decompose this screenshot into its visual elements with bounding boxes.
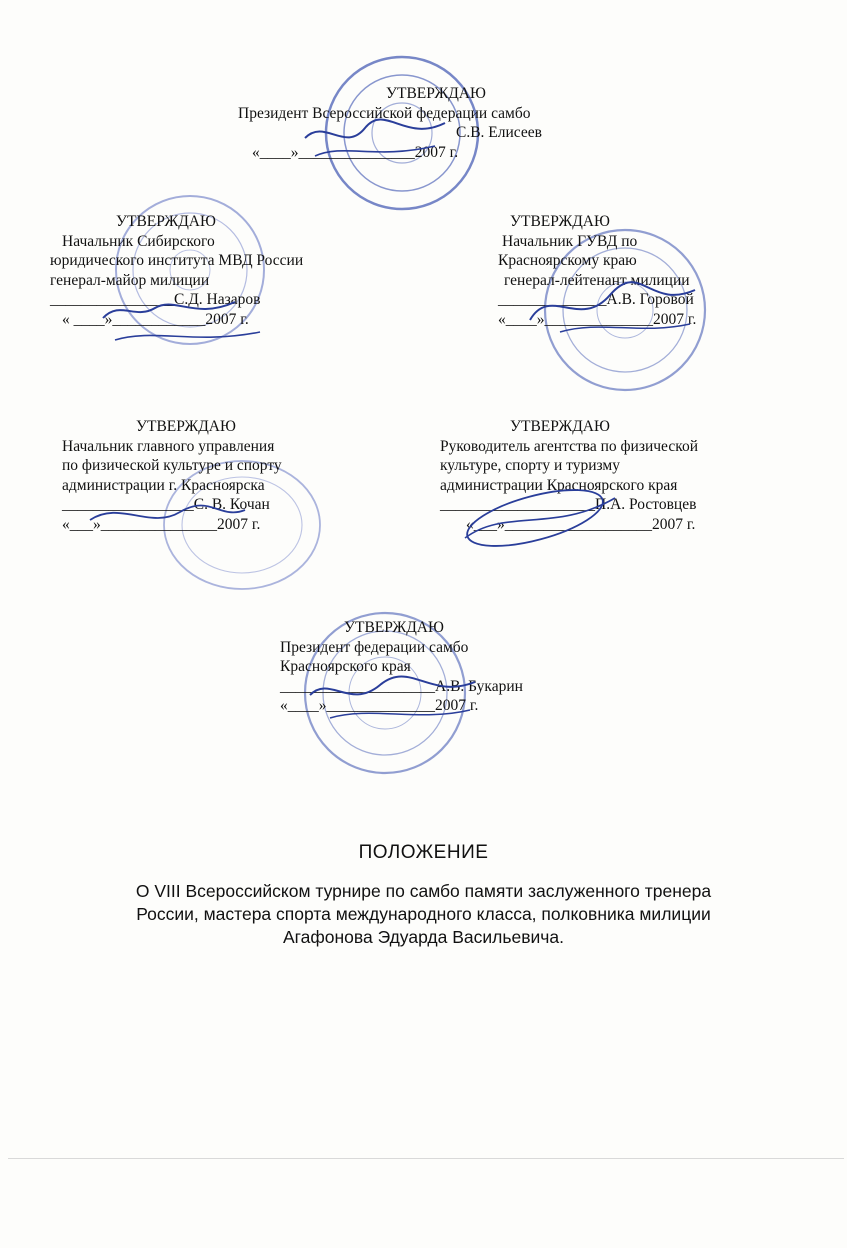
approval-top-name: С.В. Елисеев bbox=[456, 124, 542, 141]
approval-left-1-line-2: юридического института МВД России bbox=[50, 252, 304, 269]
approval-top-date: «____»_______________2007 г. bbox=[252, 143, 459, 161]
document-title: ПОЛОЖЕНИЕ bbox=[358, 842, 489, 863]
document-subtitle-line-3: Агафонова Эдуарда Васильевича. bbox=[282, 927, 565, 947]
approval-left-2-heading: УТВЕРЖДАЮ bbox=[136, 418, 236, 435]
approval-top-role: Президент Всероссийской федерации самбо bbox=[238, 104, 531, 122]
approval-right-2-line-2: культуре, спорту и туризму bbox=[440, 457, 620, 474]
approval-left-2-line-1: Начальник главного управления bbox=[62, 437, 275, 455]
approval-bottom bbox=[280, 618, 523, 716]
document-subtitle bbox=[40, 880, 807, 949]
approval-bottom-date: «____»______________2007 г. bbox=[280, 697, 479, 714]
approval-left-2 bbox=[52, 417, 282, 534]
approval-right-1-line-1: Начальник ГУВД по bbox=[502, 232, 638, 250]
approval-bottom-line-1: Президент федерации самбо bbox=[280, 638, 469, 656]
approval-left-1-heading: УТВЕРЖДАЮ bbox=[116, 213, 216, 230]
approval-right-1-date: «____»______________2007 г. bbox=[498, 310, 697, 328]
approval-bottom-line-2: Красноярского края bbox=[280, 658, 411, 675]
approval-top bbox=[238, 84, 542, 162]
approval-right-2-date: «___»___________________2007 г. bbox=[466, 515, 696, 533]
page-bottom-edge bbox=[8, 1158, 844, 1159]
approval-right-2-name: ____________________П.А. Ростовцев bbox=[440, 496, 697, 513]
approval-left-2-name: _________________С. В. Кочан bbox=[62, 496, 270, 513]
approval-bottom-name: ____________________А.В. Букарин bbox=[280, 677, 523, 695]
approval-left-1-date: « ____»____________2007 г. bbox=[62, 310, 249, 328]
approval-right-1-line-3: генерал-лейтенант милиции bbox=[504, 271, 690, 289]
approval-right-2 bbox=[440, 417, 698, 534]
approval-right-1 bbox=[498, 212, 696, 329]
approval-right-1-heading: УТВЕРЖДАЮ bbox=[510, 213, 610, 230]
approval-right-2-line-3: администрации Красноярского края bbox=[440, 476, 678, 494]
document-subtitle-line-1: О VIII Всероссийском турнире по самбо памяти заслуженного тренера bbox=[135, 881, 712, 901]
approval-right-1-name: ______________А.В. Горовой bbox=[498, 291, 694, 308]
approval-right-1-line-2: Красноярскому краю bbox=[498, 252, 637, 269]
approval-left-2-line-3: администрации г. Красноярска bbox=[62, 476, 265, 494]
approval-left-2-line-2: по физической культуре и спорту bbox=[62, 457, 282, 474]
approval-top-heading: УТВЕРЖДАЮ bbox=[386, 85, 486, 102]
document-subtitle-line-2: России, мастера спорта международного класса, полковника милиции bbox=[136, 904, 711, 924]
approval-left-1-line-3: генерал-майор милиции bbox=[50, 271, 210, 289]
approval-left-1-name: ________________С.Д. Назаров bbox=[50, 291, 261, 308]
approval-left-2-date: «___»_______________2007 г. bbox=[62, 515, 261, 533]
approval-left-1 bbox=[50, 212, 303, 329]
approval-bottom-heading: УТВЕРЖДАЮ bbox=[344, 619, 444, 636]
approval-right-2-line-1: Руководитель агентства по физической bbox=[440, 437, 698, 455]
approval-right-2-heading: УТВЕРЖДАЮ bbox=[510, 418, 610, 435]
approval-left-1-line-1: Начальник Сибирского bbox=[62, 232, 215, 250]
